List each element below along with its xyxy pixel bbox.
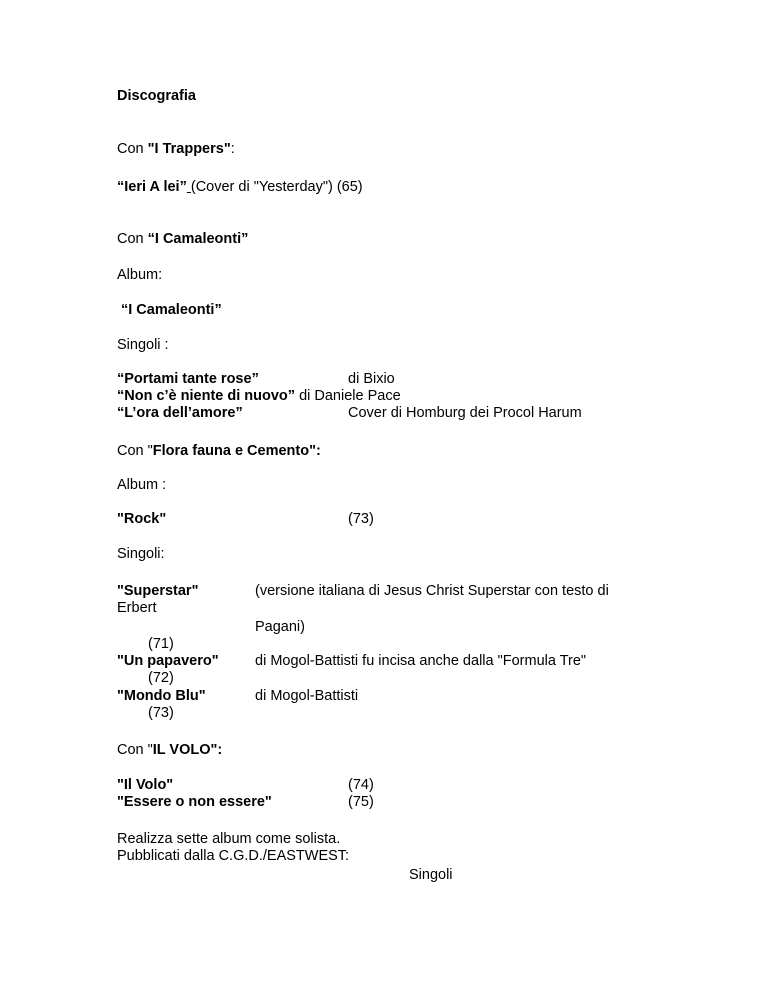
section-volo-title: Con "IL VOLO": <box>117 742 223 758</box>
section-camaleonti-title: Con “I Camaleonti” <box>117 231 249 247</box>
flora-album-label: Album : <box>117 477 167 493</box>
page-heading: Discografia <box>117 88 196 104</box>
camaleonti-album-title: “I Camaleonti” <box>121 302 222 318</box>
superstar-title: "Superstar" <box>117 583 199 599</box>
flora-singles-label: Singoli: <box>117 546 165 562</box>
section-trappers-title: Con "I Trappers": <box>117 141 235 157</box>
section-flora-title: Con "Flora fauna e Cemento": <box>117 443 321 459</box>
mondo-description: di Mogol-Battisti <box>255 688 359 704</box>
superstar-description: (versione italiana di Jesus Christ Superstar con testo di <box>255 583 609 599</box>
solo-singles-label: Singoli <box>409 867 453 883</box>
volo-album-title: "Il Volo" <box>117 777 174 793</box>
camaleonti-single-row: “Non c’è niente di nuovo” di Daniele Pace <box>117 388 401 404</box>
papavero-year: (72) <box>148 670 174 686</box>
superstar-description-cont: Pagani) <box>255 619 305 635</box>
camaleonti-single-note: di Bixio <box>348 371 395 387</box>
solo-line-2: Pubblicati dalla C.G.D./EASTWEST: <box>117 848 350 864</box>
camaleonti-single-title: “Portami tante rose” <box>117 371 259 387</box>
volo-album-year: (74) <box>348 777 374 793</box>
camaleonti-single-title: “L’ora dell’amore” <box>117 405 243 421</box>
superstar-year: (71) <box>148 636 174 652</box>
flora-album-year: (73) <box>348 511 374 527</box>
camaleonti-album-label: Album: <box>117 267 163 283</box>
flora-album-title: "Rock" <box>117 511 167 527</box>
volo-album-title: "Essere o non essere" <box>117 794 272 810</box>
superstar-extra: Erbert <box>117 600 157 616</box>
trappers-song: “Ieri A lei” (Cover di "Yesterday") (65) <box>117 179 363 195</box>
solo-line-1: Realizza sette album come solista. <box>117 831 341 847</box>
mondo-title: "Mondo Blu" <box>117 688 206 704</box>
papavero-description: di Mogol-Battisti fu incisa anche dalla "Formula Tre" <box>255 653 587 669</box>
papavero-title: "Un papavero" <box>117 653 219 669</box>
camaleonti-singles-label: Singoli : <box>117 337 169 353</box>
mondo-year: (73) <box>148 705 174 721</box>
camaleonti-single-note: Cover di Homburg dei Procol Harum <box>348 405 582 421</box>
volo-album-year: (75) <box>348 794 374 810</box>
